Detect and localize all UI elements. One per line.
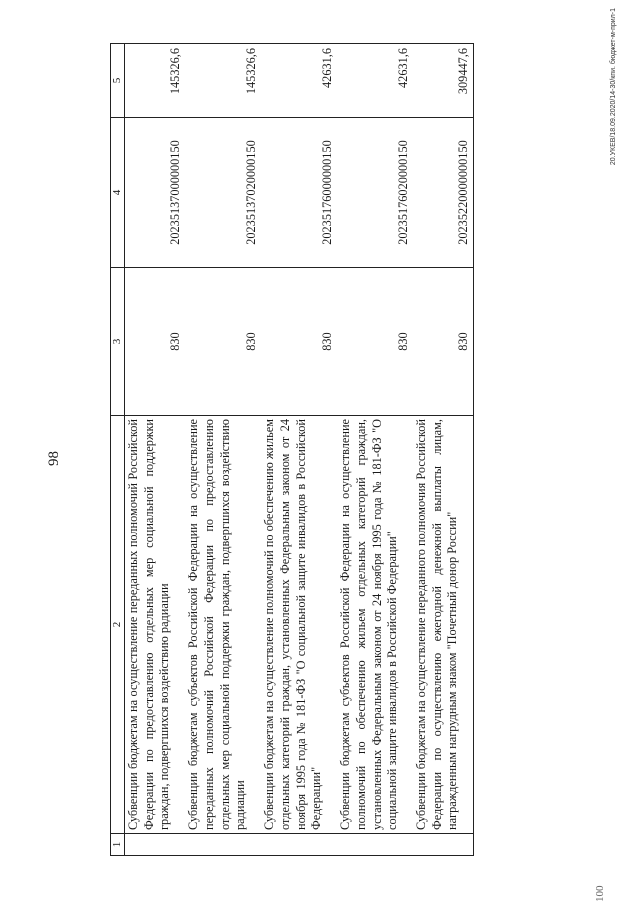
empty-cell [413,834,474,856]
page-number: 98 [46,451,62,466]
table-row [185,44,261,856]
footer-code: 20.УКЕВ/18.09.2020/14-30/кпи. бюджет-м-прил-1 [610,8,617,166]
table-row [337,44,413,856]
description-cell: Субвенции бюджетам на осуществление полномочий по обеспечению жильем отдельных категорий граждан, установленных Федеральным законом от 24 ноября 1995 года № 181-ФЗ "О социальной защите инвалидов в Российской Федерации" [261,416,337,834]
budget-code-cell: 20235176000000150 [261,118,337,268]
admin-code-cell: 830 [261,268,337,416]
admin-code-cell: 830 [125,268,186,416]
description-cell: Субвенции бюджетам субъектов Российской Федерации на осуществление полномочий по обеспечению жильем отдельных категорий граждан, установленных Федеральным законом от 24 ноября 1995 года № 181-ФЗ "О социальной защите инвалидов в Российской Федерации" [337,416,413,834]
table-row [261,44,337,856]
table-row [413,44,474,856]
corner-number: 100 [594,885,606,902]
budget-code-cell: 20235176020000150 [337,118,413,268]
description-cell: Субвенции бюджетам на осуществление переданных полномочий Российской Федерации по предоставлению отдельных мер социальной поддержки граждан, подвергшихся воздействию радиации [125,416,186,834]
description-cell: Субвенции бюджетам субъектов Российской Федерации на осуществление переданных полномочий Российской Федерации по предоставлению отдельных мер социальной поддержки граждан, подвергшихся воздействию радиации [185,416,261,834]
admin-code-cell: 830 [337,268,413,416]
table-row [125,44,186,856]
amount-cell: 309447,6 [413,44,474,118]
empty-cell [185,834,261,856]
header-cell: 5 [111,44,125,118]
admin-code-cell: 830 [185,268,261,416]
budget-code-cell: 20235220000000150 [413,118,474,268]
amount-cell: 42631,6 [261,44,337,118]
amount-cell: 145326,6 [185,44,261,118]
description-cell: Субвенции бюджетам на осуществление переданного полномочия Российской Федерации по осуществлению ежегодной денежной выплаты лицам, награжденным нагрудным знаком "Почетный донор России" [413,416,474,834]
empty-cell [125,834,186,856]
header-cell: 3 [111,268,125,416]
amount-cell: 145326,6 [125,44,186,118]
header-cell: 4 [111,118,125,268]
header-cell: 2 [111,416,125,834]
amount-cell: 42631,6 [337,44,413,118]
empty-cell [337,834,413,856]
budget-code-cell: 20235137020000150 [185,118,261,268]
admin-code-cell: 830 [413,268,474,416]
empty-cell [261,834,337,856]
header-cell: 1 [111,834,125,856]
budget-table [110,43,474,856]
table-header-row [111,44,125,856]
budget-code-cell: 20235137000000150 [125,118,186,268]
